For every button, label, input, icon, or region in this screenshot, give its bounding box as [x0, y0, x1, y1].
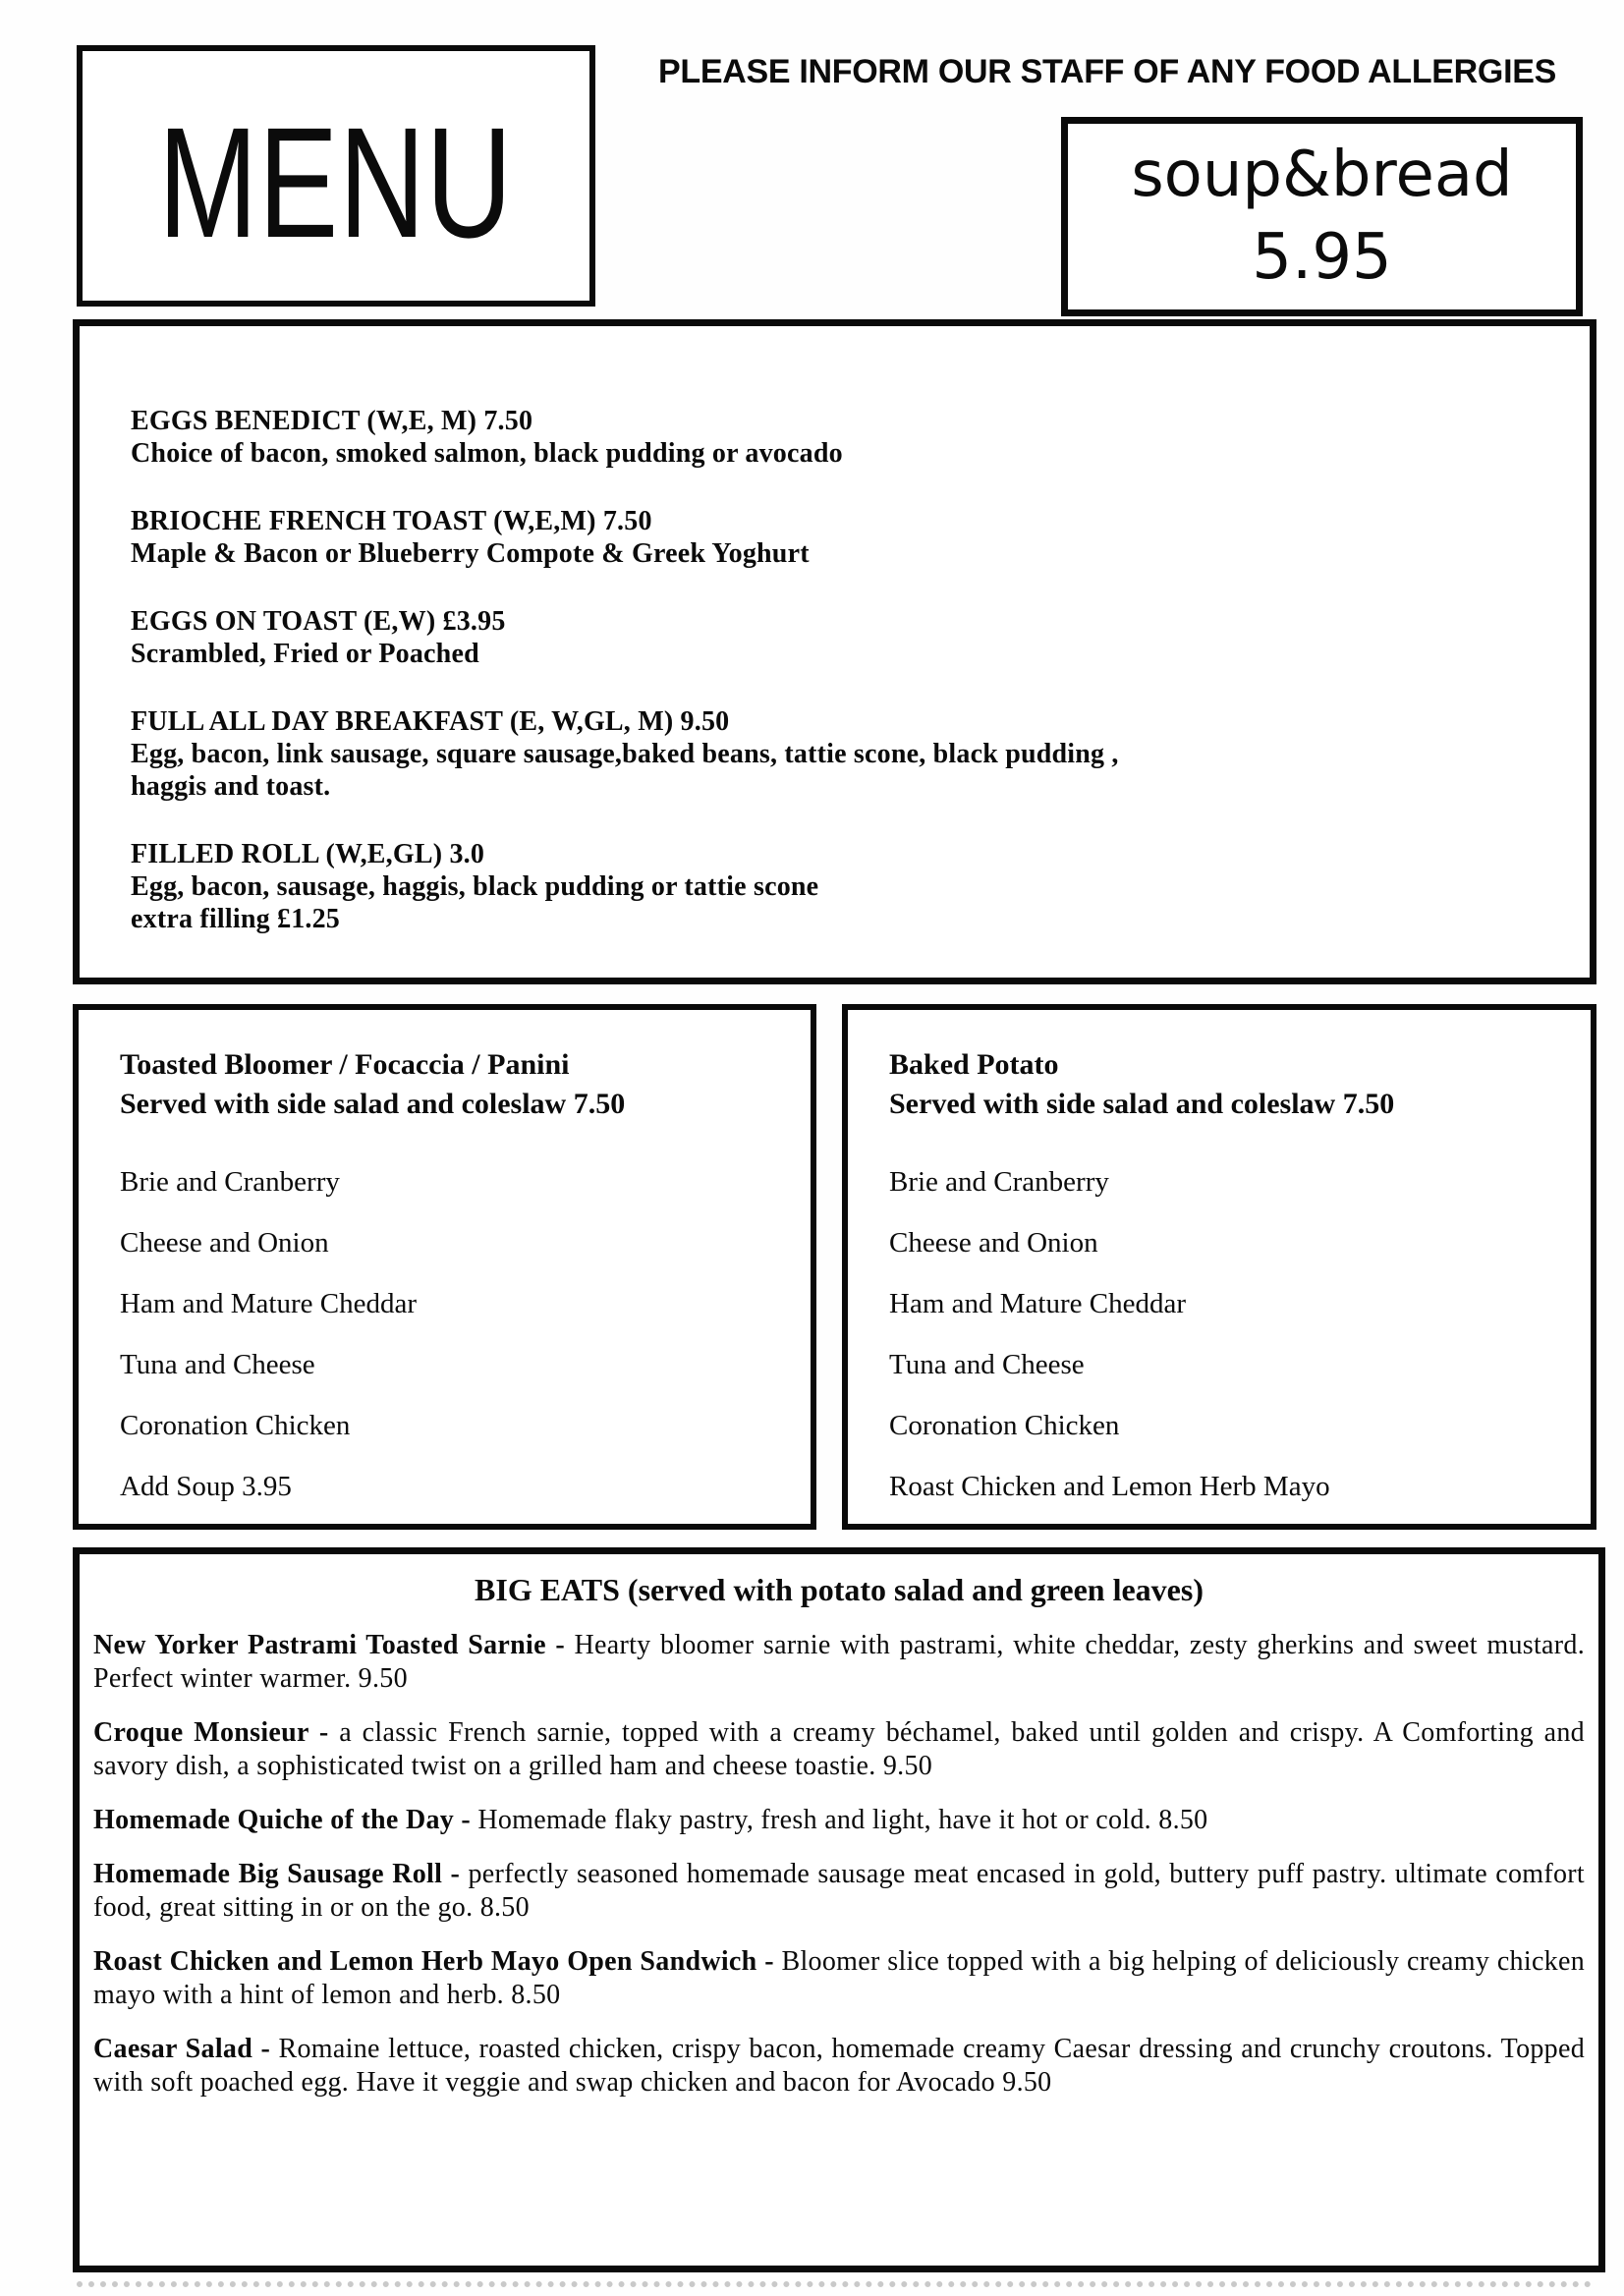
next-section-edge	[77, 2281, 1592, 2287]
menu-item-title: FULL ALL DAY BREAKFAST (E, W,GL, M) 9.50	[131, 706, 730, 737]
big-eats-item-desc: Romaine lettuce, roasted chicken, crispy bacon, homemade creamy Caesar dressing and crunchy croutons. Topped with soft poached egg. Have it veggie and swap chicken and bacon for Avocado 9.50	[93, 2034, 1586, 2098]
big-eats-item-desc: Bloomer slice topped with a big helping of deliciously creamy chicken mayo with a hint of lemon and herb. 8.50	[93, 1946, 1585, 2010]
menu-item-desc: Scrambled, Fried or Poached	[131, 639, 479, 669]
section-item: Ham and Mature Cheddar	[889, 1288, 1186, 1319]
menu-item-title: BRIOCHE FRENCH TOAST (W,E,M) 7.50	[131, 506, 652, 536]
soup-bread-label: soup&bread	[1131, 139, 1513, 212]
menu-title: MENU	[158, 94, 514, 270]
big-eats-item-name: Homemade Big Sausage Roll -	[93, 1859, 469, 1889]
menu-item-desc: Egg, bacon, link sausage, square sausage,baked beans, tattie scone, black pudding ,	[131, 739, 1119, 769]
big-eats-item-name: Caesar Salad -	[93, 2034, 279, 2064]
big-eats-section	[73, 1547, 1605, 2272]
section-item: Roast Chicken and Lemon Herb Mayo	[889, 1471, 1330, 1502]
section-item: Brie and Cranberry	[889, 1166, 1109, 1198]
breakfast-section	[73, 319, 1596, 984]
big-eats-item-desc: a classic French sarnie, topped with a creamy béchamel, baked until golden and crispy. A Comforting and savory dish, a sophisticated twist on a grilled ham and cheese toastie. 9.50	[93, 1717, 1585, 1781]
soup-bread-price: 5.95	[1252, 220, 1392, 294]
allergy-notice: PLEASE INFORM OUR STAFF OF ANY FOOD ALLERGIES	[658, 53, 1556, 90]
menu-item-title: EGGS ON TOAST (E,W) £3.95	[131, 606, 506, 637]
big-eats-item	[93, 1945, 1585, 2012]
menu-item	[131, 505, 1550, 570]
menu-item	[131, 605, 1550, 670]
big-eats-item	[93, 2033, 1585, 2100]
big-eats-item-name: Croque Monsieur -	[93, 1717, 340, 1748]
section-items	[889, 1165, 1571, 1503]
big-eats-item	[93, 1716, 1585, 1783]
section-title-line: Toasted Bloomer / Focaccia / Panini	[120, 1048, 570, 1081]
baked-potato-section	[842, 1004, 1596, 1530]
section-item: Brie and Cranberry	[120, 1166, 340, 1198]
section-item: Cheese and Onion	[889, 1227, 1098, 1259]
big-eats-item-desc: Hearty bloomer sarnie with pastrami, white cheddar, zesty gherkins and sweet mustard. Perfect winter warmer. 9.50	[93, 1630, 1585, 1694]
big-eats-item-name: New Yorker Pastrami Toasted Sarnie -	[93, 1630, 575, 1660]
soup-bread-box	[1061, 117, 1583, 316]
menu-item-title: FILLED ROLL (W,E,GL) 3.0	[131, 839, 485, 869]
big-eats-item-desc: Homemade flaky pastry, fresh and light, have it hot or cold. 8.50	[477, 1805, 1208, 1835]
section-title-line: Baked Potato	[889, 1048, 1059, 1081]
section-item: Add Soup 3.95	[120, 1471, 292, 1502]
menu-item-desc: Choice of bacon, smoked salmon, black pudding or avocado	[131, 438, 843, 469]
big-eats-item-name: Roast Chicken and Lemon Herb Mayo Open Sandwich -	[93, 1946, 782, 1977]
menu-item-desc: extra filling £1.25	[131, 904, 340, 934]
section-item: Ham and Mature Cheddar	[120, 1288, 417, 1319]
section-title-line: Served with side salad and coleslaw 7.50	[889, 1088, 1395, 1120]
menu-item	[131, 405, 1550, 470]
menu-title-box	[77, 45, 595, 307]
section-item: Cheese and Onion	[120, 1227, 329, 1259]
section-item: Coronation Chicken	[120, 1410, 351, 1441]
big-eats-title: BIG EATS (served with potato salad and green leaves)	[475, 1572, 1204, 1607]
big-eats-item-name: Homemade Quiche of the Day -	[93, 1805, 478, 1835]
big-eats-item-desc: perfectly seasoned homemade sausage meat encased in gold, buttery puff pastry. ultimate comfort food, great sitting in or on the go. 8.50	[93, 1859, 1585, 1923]
menu-item-title: EGGS BENEDICT (W,E, M) 7.50	[131, 406, 533, 436]
section-item: Tuna and Cheese	[889, 1349, 1085, 1380]
big-eats-item	[93, 1858, 1585, 1925]
section-item: Tuna and Cheese	[120, 1349, 315, 1380]
bloomer-section	[73, 1004, 816, 1530]
menu-item-desc: Egg, bacon, sausage, haggis, black pudding or tattie scone	[131, 871, 819, 902]
section-title-line: Served with side salad and coleslaw 7.50	[120, 1088, 626, 1120]
section-item: Coronation Chicken	[889, 1410, 1120, 1441]
menu-item	[131, 838, 1550, 935]
menu-item-desc: Maple & Bacon or Blueberry Compote & Greek Yoghurt	[131, 538, 810, 569]
section-items	[120, 1165, 791, 1503]
menu-item	[131, 705, 1550, 803]
big-eats-item	[93, 1804, 1585, 1837]
menu-item-desc: haggis and toast.	[131, 771, 331, 802]
big-eats-item	[93, 1629, 1585, 1696]
